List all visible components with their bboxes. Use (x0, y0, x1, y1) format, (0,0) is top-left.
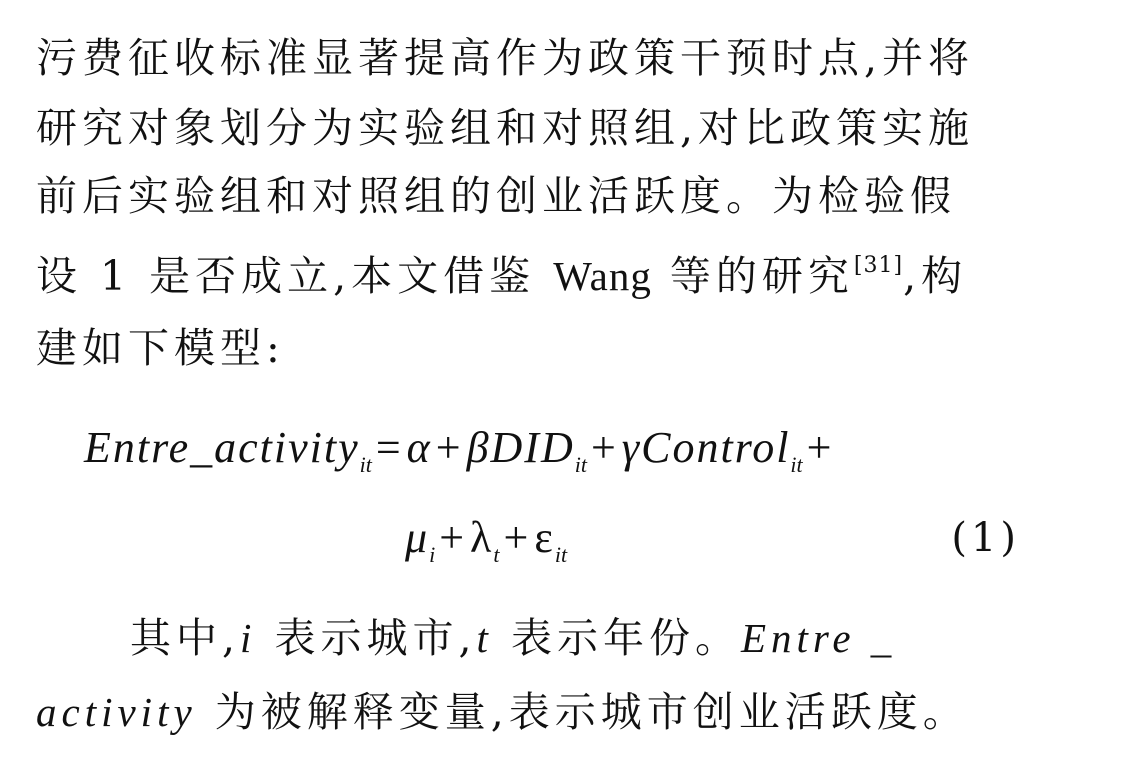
equation-equals: = (375, 423, 403, 472)
equation-plus: + (590, 423, 618, 472)
paragraph1-line5: 建如下模型: (36, 324, 285, 372)
paragraph2-line1-part-a: 其中, (130, 614, 241, 662)
text-line-2 (36, 100, 1026, 156)
equation-subscript-i: i (429, 542, 436, 567)
equation-gamma-control: γControl (621, 423, 791, 472)
variable-activity: activity (36, 689, 197, 735)
paragraph1-line3: 前后实验组和对照组的创业活跃度。为检验假 (36, 172, 956, 220)
equation-plus: + (435, 423, 463, 472)
paragraph1-line4-part-c: ,构 (903, 252, 968, 300)
equation-line-1 (84, 420, 837, 493)
text-line-5 (36, 320, 1026, 376)
equation-subscript-it: it (554, 542, 568, 567)
text-line-1 (36, 30, 1026, 86)
text-line-4 (36, 238, 1026, 304)
variable-t: t (476, 615, 493, 661)
equation-beta-did: βDID (466, 423, 575, 472)
variable-i: i (240, 615, 257, 661)
paragraph2-line1-part-c: 表示年份。 (492, 614, 741, 662)
equation-number: (1) (951, 515, 1020, 561)
equation-plus: + (806, 423, 834, 472)
equation-subscript-it: it (790, 452, 803, 477)
equation-subscript-it: it (574, 452, 587, 477)
text-line-8 (130, 610, 1020, 666)
text-line-9 (36, 684, 1026, 740)
equation-lhs: Entre_activity (84, 423, 360, 472)
variable-entre: Entre _ (740, 615, 897, 661)
author-name: Wang (553, 253, 652, 299)
paragraph1-line2: 研究对象划分为实验组和对照组,对比政策实施 (36, 104, 975, 152)
equation-subscript-it: it (359, 452, 372, 477)
equation-alpha: α (406, 423, 432, 472)
citation-reference[interactable]: [31] (853, 253, 904, 278)
paragraph2-line1-part-b: 表示城市, (256, 614, 477, 662)
equation-line-2 (405, 510, 567, 583)
paragraph1-line1: 污费征收标准显著提高作为政策干预时点,并将 (36, 34, 975, 82)
paragraph1-line4-part-a: 设 1 是否成立,本文借鉴 (36, 252, 554, 300)
equation-mu: μ (405, 513, 430, 562)
paragraph1-line4-part-b: 等的研究 (651, 252, 854, 300)
equation-epsilon: ε (534, 513, 555, 562)
equation-plus: + (439, 513, 467, 562)
equation-lambda: λ (470, 513, 494, 562)
text-line-3 (36, 168, 1026, 224)
equation-plus: + (503, 513, 531, 562)
equation-subscript-t: t (493, 542, 500, 567)
paragraph2-line2-part-b: 为被解释变量,表示城市创业活跃度。 (196, 688, 969, 736)
